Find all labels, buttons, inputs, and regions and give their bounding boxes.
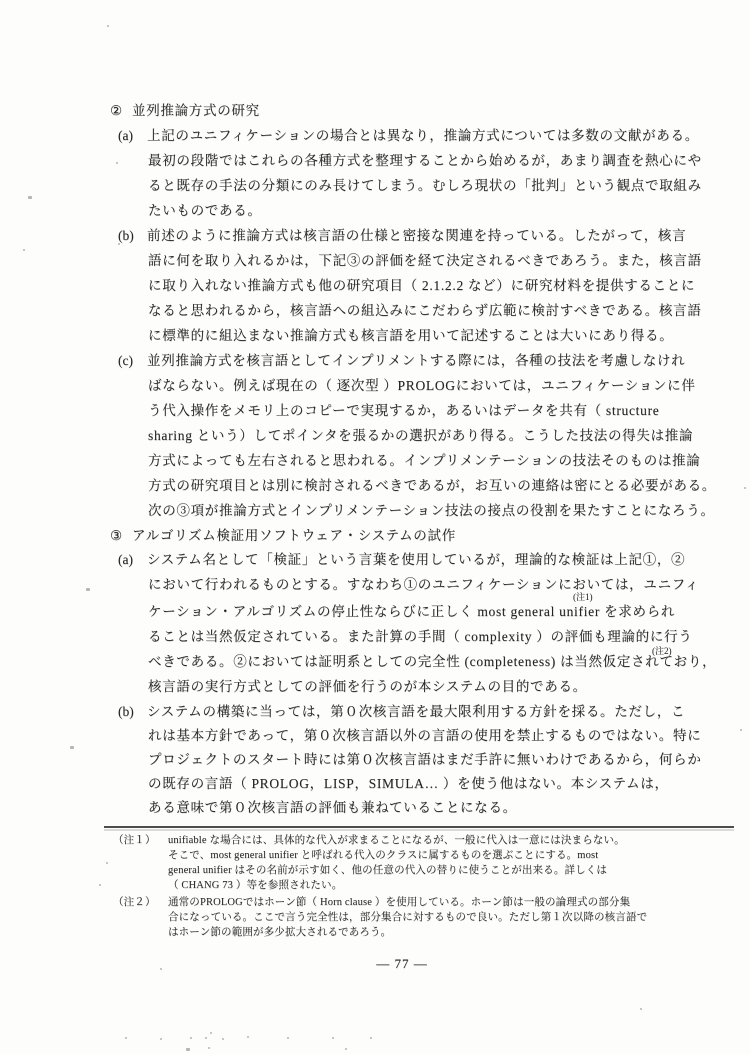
body-line [118, 229, 686, 243]
line-text: べきである。②においては証明系としての完全性 (completeness) は当然仮定されており， [148, 654, 717, 669]
body-line [148, 479, 716, 493]
scan-speck [160, 1038, 162, 1040]
body-line [118, 553, 685, 567]
line-text: 次の③項が推論方式とインプリメンテーション技法の接点の役割を果たすことになろう。 [148, 503, 715, 518]
line-text: において行われるものとする。すなわち①のユニフィケーションにおいては，ユニフィ [148, 577, 700, 592]
body-line [118, 354, 685, 368]
line-text: ある意味で第０次核言語の評価も兼ねていることになる。 [148, 800, 517, 815]
scan-speck [106, 862, 108, 864]
body-line [148, 578, 699, 592]
scan-speck [345, 1048, 347, 1050]
scan-speck [210, 1032, 212, 1034]
scan-speck [125, 1037, 127, 1039]
line-text: ると既存の手法の分類にのみ長けてしまう。むしろ現状の「批判」という観点で取組み [148, 178, 702, 193]
line-text: 核言語の実行方式としての評価を行うのが本システムの目的である。 [148, 679, 587, 694]
note2-superscript: (注2) [652, 646, 672, 656]
line-text: たいものである。 [148, 203, 262, 218]
body-line [148, 204, 262, 218]
page-number: — 77 — [376, 956, 428, 971]
scan-speck [205, 1037, 207, 1039]
body-line [148, 429, 693, 443]
body-line [148, 504, 715, 518]
body-line [148, 154, 702, 168]
body-line [148, 254, 702, 268]
footnote-text: はホーン節の範囲が多少拡大されるであろう。 [168, 927, 392, 938]
item-label: (a) [118, 552, 133, 567]
scan-speck [107, 25, 109, 27]
line-text: プロジェクトのスタート時には第０次核言語はまだ手許に無いわけであるから，何らか [148, 752, 702, 767]
section-title: 並列推論方式の研究 [132, 103, 260, 118]
scan-speck [116, 162, 118, 164]
footnote-line [113, 897, 630, 908]
note1-superscript: (注1) [573, 592, 593, 602]
section-marker: ② [110, 103, 123, 118]
body-line [148, 777, 669, 791]
footnote-line [168, 927, 391, 938]
body-line [148, 304, 702, 318]
scan-speck [208, 1047, 210, 1049]
body-line [118, 129, 699, 143]
scan-speck [190, 1037, 192, 1039]
footnote-text: 通常のPROLOGではホーン節（ Horn clause ）を使用している。ホーン節は一般の論理式の部分集 [168, 897, 631, 908]
scan-speck [640, 1008, 642, 1010]
line-text: 最初の段階ではこれらの各種方式を整理することから始めるが，あまり調査を熱心にや [148, 153, 702, 168]
body-line [148, 279, 695, 293]
scan-speck [160, 968, 162, 970]
scan-speck [740, 729, 742, 731]
item-label: (a) [118, 128, 133, 143]
footnote-text: general unifier はその名前が示す如く、他の任意の代入の替りに使うことが出来る。詳しくは [168, 865, 608, 876]
footnote-line [168, 850, 598, 861]
footnote-line [168, 912, 647, 923]
footnote-label: （注２） [113, 897, 156, 908]
scan-speck [28, 196, 32, 199]
body-line [118, 705, 685, 719]
body-line [148, 680, 587, 694]
line-text: 並列推論方式を核言語としてインプリメントする際には，各種の技法を考慮しなけれ [147, 353, 686, 368]
scan-speck [744, 487, 746, 489]
footnote-text: そこで、most general unifier と呼ばれる代入のクラスに属するものを選ぶことにする。most [168, 850, 599, 861]
scan-speck [287, 1037, 289, 1039]
line-text: 方式の研究項目とは別に検討されるべきであるが，お互いの連絡は密にとる必要がある。 [148, 478, 716, 493]
scan-speck [332, 1037, 334, 1039]
body-line [148, 655, 716, 669]
line-text: う代入操作をメモリ上のコピーで実現するか，あるいはデータを共有（ structure [148, 403, 660, 418]
body-line [148, 179, 702, 193]
body-line [148, 329, 673, 343]
section-marker: ③ [110, 528, 123, 543]
line-text: システム名として「検証」という言葉を使用しているが，理論的な検証は上記①，② [147, 552, 686, 567]
body-line [148, 753, 702, 767]
scan-speck [99, 884, 101, 886]
line-text: 方式によっても左右されると思われる。インプリメンテーションの技法そのものは推論 [148, 453, 701, 468]
line-text: ることは当然仮定されている。また計算の手間（ complexity ）の評価も理論的に行う [148, 629, 693, 644]
line-text: sharing という）してポインタを張るかの選択があり得る。こうした技法の得失は推論 [148, 428, 694, 443]
scan-speck [222, 1038, 224, 1040]
scan-speck [186, 1048, 190, 1051]
footnote-line [113, 835, 625, 846]
footnote-line [168, 865, 607, 876]
line-text: 上記のユニフィケーションの場合とは異なり，推論方式については多数の文献がある。 [147, 128, 699, 143]
body-line [148, 801, 517, 815]
section-title: アルゴリズム検証用ソフトウェア・システムの試作 [132, 528, 456, 543]
line-text: システムの構築に当っては，第０次核言語を最大限利用する方針を採る。ただし，こ [147, 704, 686, 719]
scan-speck [70, 746, 74, 749]
body-line [148, 379, 696, 393]
line-text: なると思われるから，核言語への組込みにこだわらず広範に検討すべきである。核言語 [148, 303, 702, 318]
line-text: れは基本方針であって，第０次核言語以外の言語の使用を禁止するものではない。特に [148, 728, 702, 743]
item-label: (c) [118, 353, 133, 368]
scan-speck [86, 588, 90, 591]
line-text: に取り入れない推論方式も他の研究項目（ 2.1.2.2 など）に研究材料を提供することに [148, 278, 696, 293]
footnote-label: （注１） [113, 835, 156, 846]
section-heading [110, 529, 456, 543]
section-heading [110, 104, 260, 118]
scan-speck [118, 243, 120, 245]
scan-speck [23, 249, 25, 251]
line-text: に標準的に組込まない推論方式も核言語を用いて記述することは大いにあり得る。 [148, 328, 674, 343]
body-line [148, 605, 675, 619]
body-line [148, 404, 659, 418]
body-line [148, 729, 701, 743]
footnote-text: （ CHANG 73 ）等を参照されたい。 [168, 880, 343, 891]
footnote-text: unifiable な場合には、具体的な代入が求まることになるが、一般に代入は一意には決まらない。 [168, 835, 625, 846]
line-text: の既存の言語（ PROLOG，LISP，SIMULA… ）を使う他はない。本システムは， [148, 776, 669, 791]
line-text: 前述のように推論方式は核言語の仕様と密接な関連を持っている。したがって，核言 [147, 228, 687, 243]
item-label: (b) [118, 704, 134, 719]
item-label: (b) [118, 228, 134, 243]
line-text: ケーション・アルゴリズムの停止性ならびに正しく most general unifier を求められ [148, 604, 676, 619]
body-line [148, 630, 693, 644]
line-text: ばならない。例えば現在の（ 逐次型 ）PROLOGにおいては，ユニフィケーションに伴 [148, 378, 696, 393]
footnote-text: 合になっている。ここで言う完全性は，部分集合に対するもので良い。ただし第１次以降の核言語で [168, 912, 648, 923]
scan-speck [370, 1037, 372, 1039]
footnote-line [168, 880, 342, 891]
scan-speck [247, 1036, 249, 1038]
body-line [148, 454, 700, 468]
footnote-rule [104, 826, 734, 828]
line-text: 語に何を取り入れるかは，下記③の評価を経て決定されるべきであろう。また，核言語 [148, 253, 702, 268]
